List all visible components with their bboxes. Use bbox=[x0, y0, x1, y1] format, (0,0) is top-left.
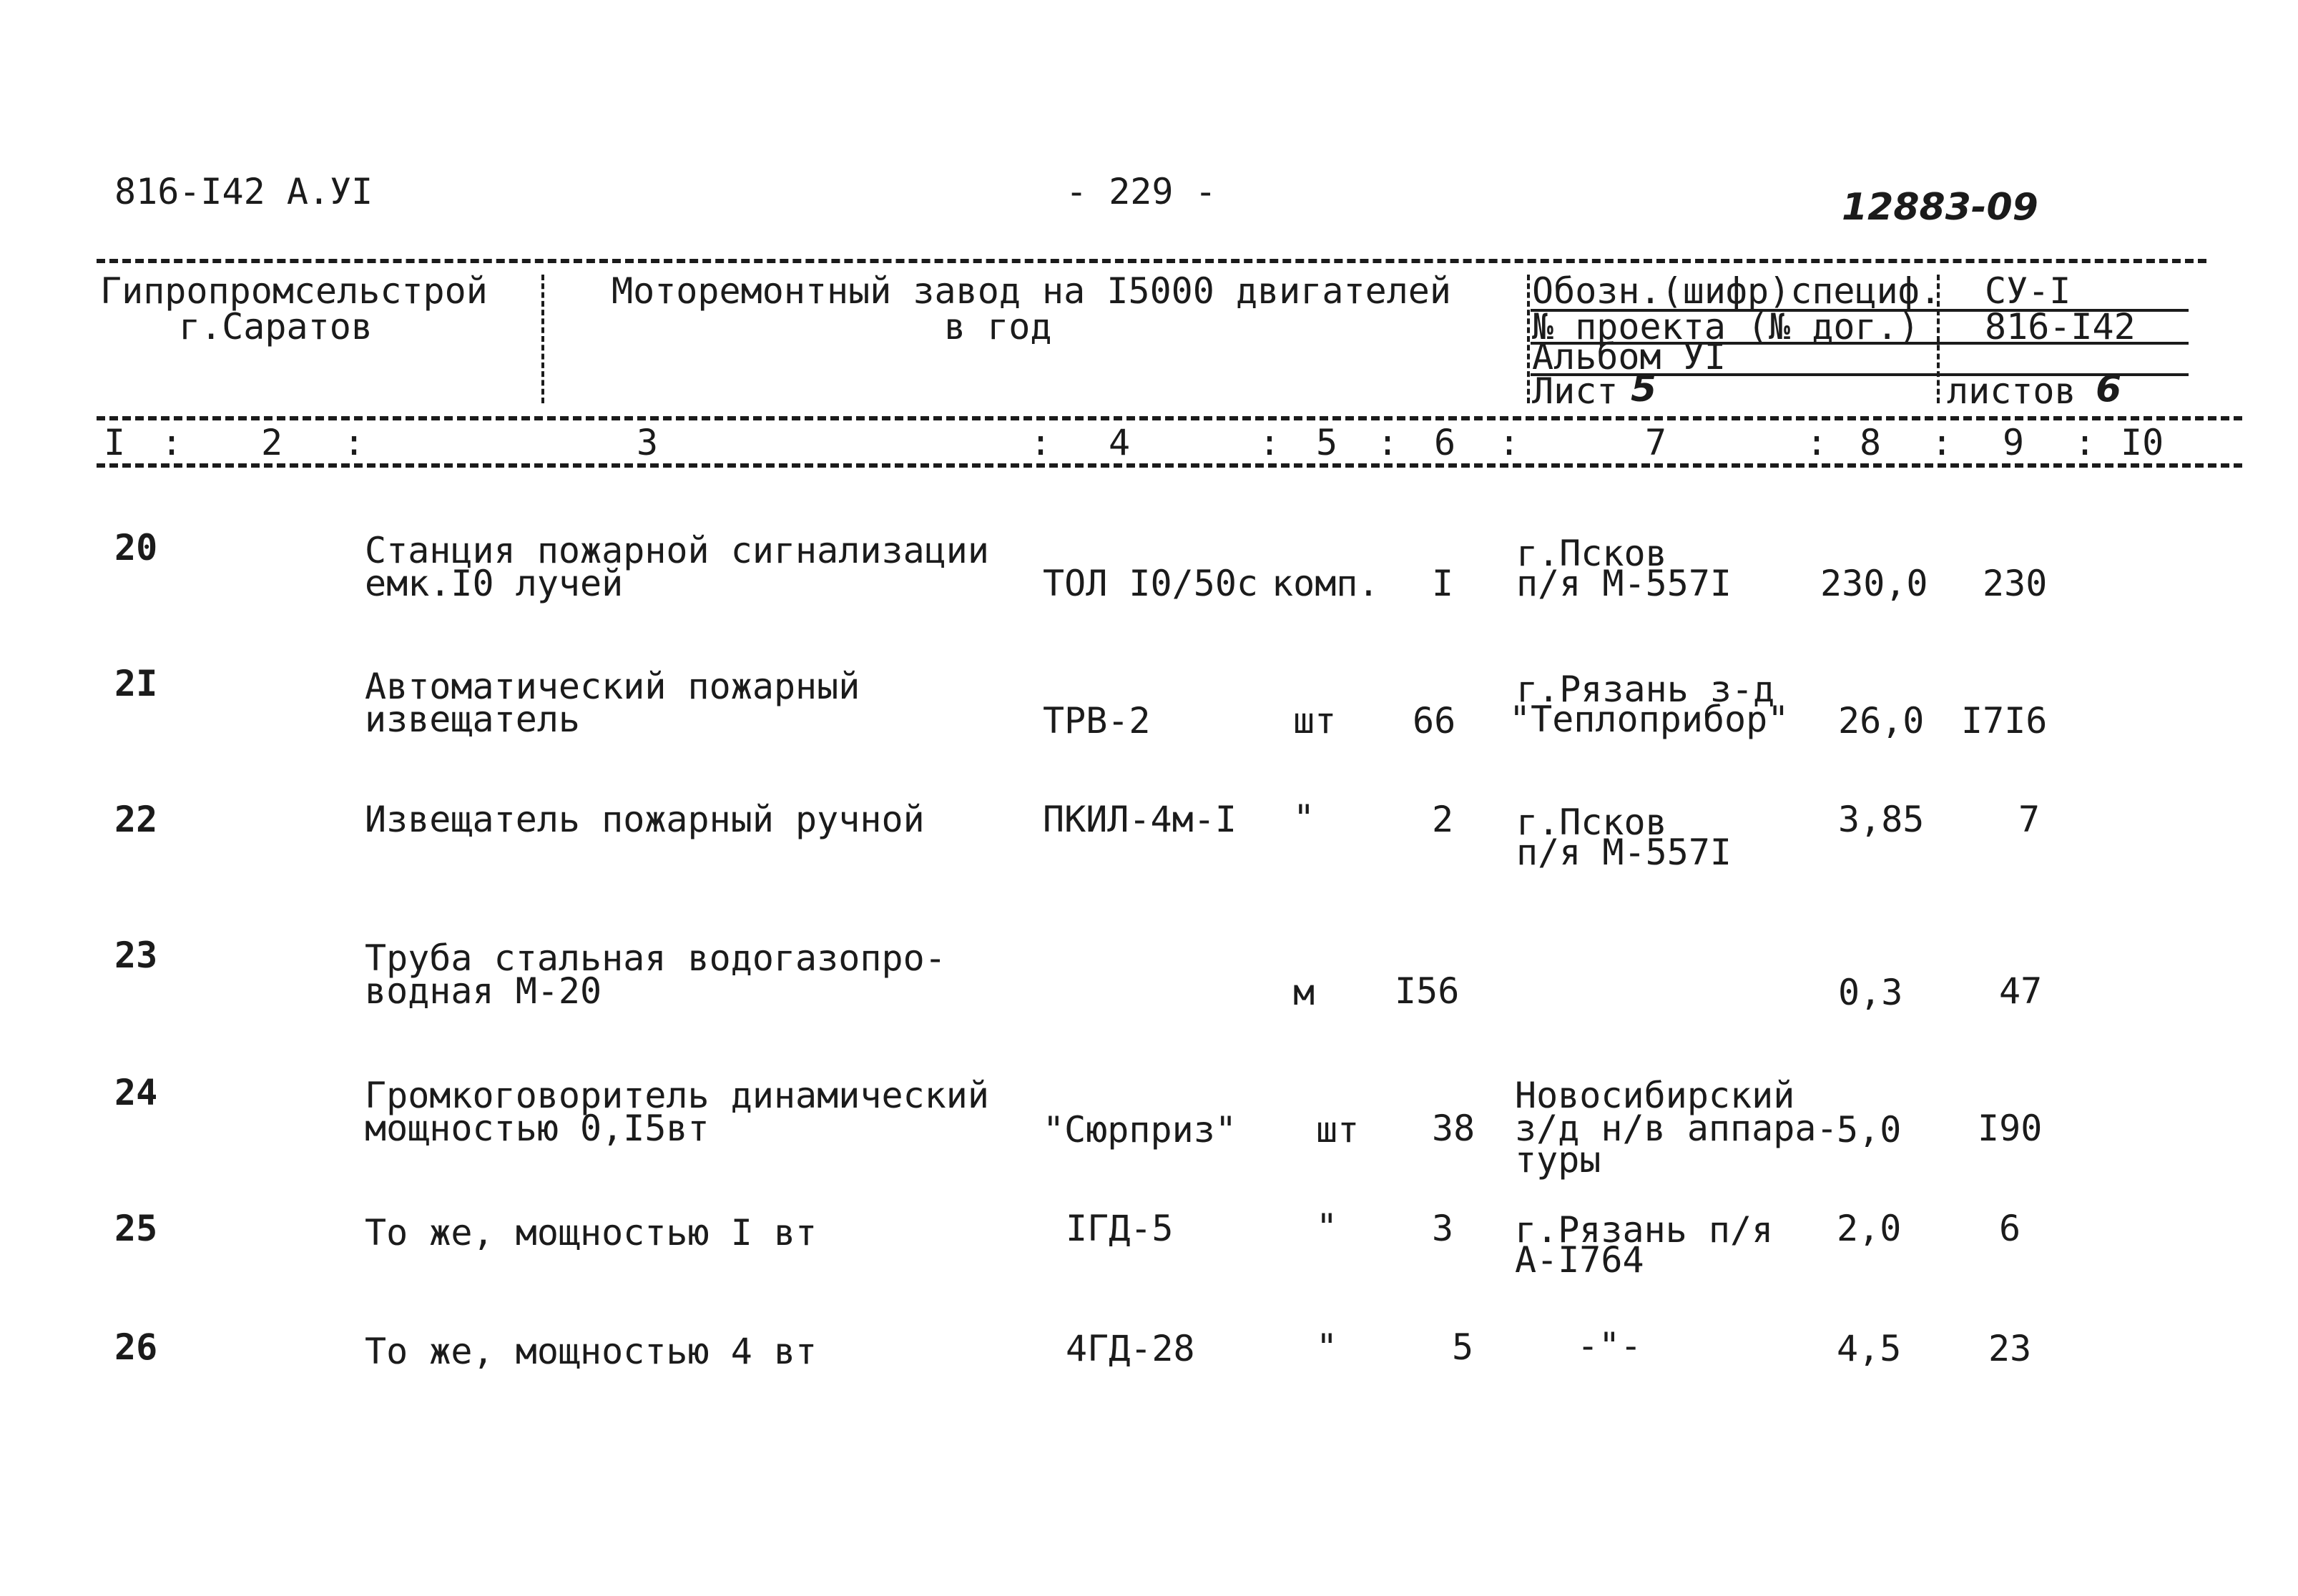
item-price: 3,85 bbox=[1838, 799, 1925, 840]
item-type: IГД-5 bbox=[1066, 1208, 1174, 1249]
header-divider-right bbox=[1527, 275, 1530, 403]
item-name: Извещатель пожарный ручной bbox=[365, 799, 925, 840]
column-number-4: 4 bbox=[1109, 422, 1131, 463]
album-underline bbox=[1531, 373, 2189, 376]
item-quantity: I bbox=[1432, 563, 1454, 604]
column-separator: : bbox=[1931, 422, 1953, 463]
item-sum: I7I6 bbox=[1961, 700, 2048, 742]
project-number-label: № проекта (№ дог.) bbox=[1532, 306, 1920, 348]
sheet-label: Лист bbox=[1532, 370, 1619, 412]
album-label: Альбом УI bbox=[1532, 336, 1726, 378]
item-supplier: п/я М-557I bbox=[1516, 563, 1732, 604]
item-supplier: г.Рязань з-д bbox=[1516, 669, 1775, 710]
spec-value: СУ-I bbox=[1985, 270, 2071, 312]
item-name: То же, мощностью I вт bbox=[365, 1212, 817, 1253]
column-row-bottom-rule bbox=[97, 463, 2242, 468]
row-number: 20 bbox=[114, 527, 158, 568]
item-name: мощностью 0,I5вт bbox=[365, 1108, 709, 1149]
header-top-rule bbox=[97, 259, 2206, 263]
item-supplier: -"- bbox=[1577, 1325, 1642, 1366]
item-price: 2,0 bbox=[1837, 1208, 1902, 1249]
item-supplier: з/д н/в аппара- bbox=[1515, 1108, 1838, 1149]
project-number-value: 816-I42 bbox=[1985, 306, 2136, 348]
item-sum: I90 bbox=[1978, 1108, 2043, 1149]
item-sum: 47 bbox=[1999, 970, 2043, 1012]
item-type: ТРВ-2 bbox=[1043, 700, 1151, 742]
row-number: 26 bbox=[114, 1326, 158, 1368]
item-supplier: г.Псков bbox=[1516, 802, 1667, 843]
item-quantity: 2 bbox=[1432, 799, 1454, 840]
item-price: 5,0 bbox=[1837, 1109, 1902, 1151]
column-separator: : bbox=[1498, 422, 1521, 463]
organization-name: Гипропромсельстрой bbox=[100, 270, 488, 312]
item-price: 4,5 bbox=[1837, 1328, 1902, 1369]
item-unit: комп. bbox=[1272, 563, 1380, 604]
item-name: Труба стальная водогазопро- bbox=[365, 937, 946, 979]
row-number: 22 bbox=[114, 799, 158, 840]
item-supplier: п/я М-557I bbox=[1516, 832, 1732, 873]
sheet-value: 5 bbox=[1631, 368, 1657, 410]
item-unit: м bbox=[1293, 972, 1315, 1013]
item-unit: " bbox=[1316, 1326, 1338, 1368]
column-separator: : bbox=[1259, 422, 1281, 463]
item-name: Громкоговоритель динамический bbox=[365, 1075, 989, 1116]
page-number: - 229 - bbox=[1066, 171, 1217, 212]
item-price: 26,0 bbox=[1838, 700, 1925, 742]
item-quantity: I56 bbox=[1395, 970, 1460, 1012]
column-separator: : bbox=[161, 422, 183, 463]
column-number-5: 5 bbox=[1316, 422, 1338, 463]
item-sum: 6 bbox=[1999, 1208, 2021, 1249]
sheets-value: 6 bbox=[2096, 368, 2122, 410]
item-quantity: 66 bbox=[1413, 700, 1456, 742]
inventory-number: 12883-09 bbox=[1842, 186, 2038, 229]
column-number-9: 9 bbox=[2003, 422, 2025, 463]
column-separator: : bbox=[2074, 422, 2096, 463]
column-number-8: 8 bbox=[1860, 422, 1882, 463]
spec-label: Обозн.(шифр)специф. bbox=[1532, 270, 1941, 312]
item-supplier: Новосибирский bbox=[1515, 1075, 1795, 1116]
project-title-line2: в год bbox=[944, 306, 1052, 348]
row-number: 25 bbox=[114, 1208, 158, 1249]
document-code: 816-I42 А.УI bbox=[114, 171, 373, 212]
item-price: 230,0 bbox=[1820, 563, 1928, 604]
column-separator: : bbox=[343, 422, 365, 463]
item-supplier: г.Псков bbox=[1516, 533, 1667, 574]
column-row-top-rule bbox=[97, 416, 2242, 420]
row-number: 2I bbox=[114, 663, 158, 704]
item-sum: 7 bbox=[2018, 799, 2041, 840]
item-type: 4ГД-28 bbox=[1066, 1328, 1195, 1369]
item-type: ТОЛ I0/50с bbox=[1043, 563, 1259, 604]
item-unit: шт bbox=[1316, 1109, 1360, 1151]
column-separator: : bbox=[1377, 422, 1399, 463]
item-name: Автоматический пожарный bbox=[365, 666, 860, 707]
organization-city: г.Саратов bbox=[179, 306, 373, 348]
item-quantity: 5 bbox=[1452, 1326, 1474, 1368]
item-unit: шт bbox=[1293, 700, 1337, 742]
row-number: 23 bbox=[114, 935, 158, 976]
item-unit: " bbox=[1316, 1206, 1338, 1248]
column-number-1: I bbox=[104, 422, 126, 463]
project-title: Моторемонтный завод на I5000 двигателей bbox=[612, 270, 1451, 312]
item-name: водная М-20 bbox=[365, 970, 602, 1012]
item-type: "Сюрприз" bbox=[1043, 1109, 1237, 1151]
column-number-3: 3 bbox=[637, 422, 659, 463]
item-quantity: 3 bbox=[1432, 1208, 1454, 1249]
item-name: Станция пожарной сигнализации bbox=[365, 530, 989, 571]
header-divider-left bbox=[541, 275, 544, 403]
column-number-10: I0 bbox=[2121, 422, 2164, 463]
column-separator: : bbox=[1806, 422, 1828, 463]
item-unit: " bbox=[1293, 797, 1315, 839]
item-name: То же, мощностью 4 вт bbox=[365, 1331, 817, 1372]
item-name: емк.I0 лучей bbox=[365, 563, 624, 604]
row-number: 24 bbox=[114, 1072, 158, 1113]
item-type: ПКИЛ-4м-I bbox=[1043, 799, 1237, 840]
item-supplier: "Теплоприбор" bbox=[1509, 699, 1789, 740]
item-supplier: туры bbox=[1515, 1139, 1601, 1181]
column-number-2: 2 bbox=[261, 422, 283, 463]
spec-divider bbox=[1937, 275, 1940, 403]
column-separator: : bbox=[1030, 422, 1052, 463]
column-number-7: 7 bbox=[1645, 422, 1667, 463]
column-number-6: 6 bbox=[1434, 422, 1456, 463]
item-quantity: 38 bbox=[1432, 1108, 1475, 1149]
item-price: 0,3 bbox=[1838, 972, 1903, 1013]
item-sum: 23 bbox=[1988, 1328, 2032, 1369]
item-supplier: А-I764 bbox=[1515, 1239, 1644, 1281]
item-sum: 230 bbox=[1983, 563, 2048, 604]
sheets-label: листов bbox=[1947, 370, 2076, 412]
item-supplier: г.Рязань п/я bbox=[1515, 1209, 1774, 1251]
item-name: извещатель bbox=[365, 699, 581, 740]
